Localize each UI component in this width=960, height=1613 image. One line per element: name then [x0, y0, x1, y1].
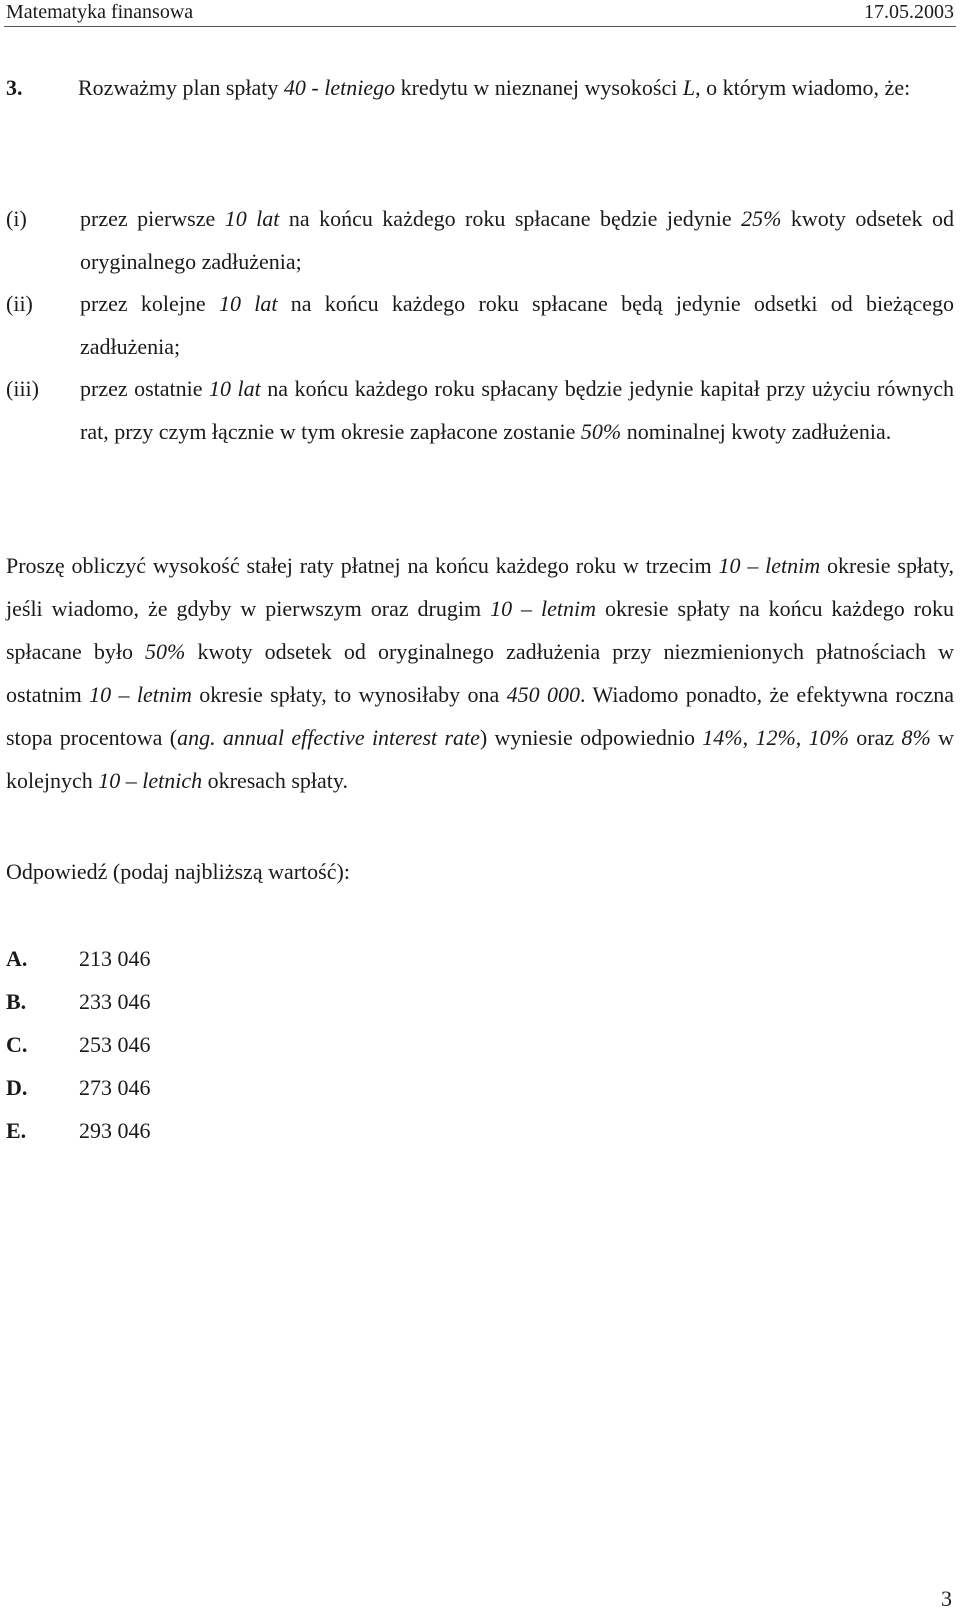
option-a[interactable]	[6, 937, 406, 980]
option-letter: C.	[6, 1032, 28, 1057]
text-run: okresie spłaty na końcu każdego roku spłacane było	[6, 596, 954, 664]
option-d[interactable]	[6, 1066, 406, 1109]
text-run: przez pierwsze	[80, 206, 225, 231]
emphasis: 14%	[702, 725, 743, 750]
intro-text-a: Rozważmy plan spłaty	[78, 75, 284, 100]
answer-options	[6, 937, 406, 1152]
option-letter: D.	[6, 1075, 28, 1100]
emphasis: 10 lat	[224, 206, 280, 231]
text-run: przez ostatnie	[80, 376, 210, 401]
emphasis: 25%	[741, 206, 782, 231]
condition-text	[80, 367, 954, 453]
emphasis: 450 000	[506, 682, 580, 707]
text-run: ,	[795, 725, 809, 750]
emphasis: 12%	[755, 725, 796, 750]
question-intro	[6, 66, 954, 109]
intro-term: 40 - letniego	[283, 75, 396, 100]
text-run: okresie spłaty, to wynosiłaby ona	[191, 682, 507, 707]
text-run: okresie spłaty, jeśli wiadomo, że gdyby w pierwszym oraz drugim	[6, 553, 954, 621]
emphasis: 10 – letnim	[490, 596, 596, 621]
emphasis: 10 – letnim	[89, 682, 192, 707]
option-letter: E.	[6, 1118, 27, 1143]
text-run: na końcu każdego roku spłacane będą jedynie odsetki od bieżącego zadłużenia;	[80, 291, 954, 359]
emphasis: 10 – letnim	[718, 553, 821, 578]
option-value: 293 046	[79, 1118, 151, 1143]
text-run: na końcu każdego roku spłacane będzie jedynie	[279, 206, 742, 231]
intro-variable: L	[682, 75, 696, 100]
answer-prompt: Odpowiedź (podaj najbliższą wartość):	[6, 859, 350, 884]
text-run: przez kolejne	[80, 291, 219, 316]
option-value: 273 046	[79, 1075, 151, 1100]
option-e[interactable]	[6, 1109, 406, 1152]
text-run: okresach spłaty.	[202, 768, 348, 793]
emphasis: 50%	[580, 419, 622, 444]
text-run: nominalnej kwoty zadłużenia.	[621, 419, 892, 444]
condition-label: (ii)	[6, 291, 33, 316]
problem-paragraph	[6, 544, 954, 802]
option-letter: B.	[6, 989, 27, 1014]
option-letter: A.	[6, 946, 28, 971]
page-header	[4, 0, 956, 27]
condition-label: (iii)	[6, 376, 39, 401]
option-value: 253 046	[79, 1032, 151, 1057]
text-run: kwoty odsetek od oryginalnego zadłużenia;	[80, 206, 954, 274]
emphasis: 10 – letnich	[98, 768, 203, 793]
text-run: oraz	[848, 725, 902, 750]
condition-text	[80, 282, 954, 368]
condition-label: (i)	[6, 206, 27, 231]
condition-i	[6, 197, 954, 283]
text-run: w kolejnych	[6, 725, 955, 793]
option-b[interactable]	[6, 980, 406, 1023]
emphasis: 10 lat	[218, 291, 278, 316]
page-number: 3	[941, 1586, 952, 1611]
intro-text-c: , o którym wiadomo, że:	[695, 75, 911, 100]
emphasis: 8%	[901, 725, 931, 750]
emphasis: 10 lat	[209, 376, 261, 401]
header-title: Matematyka finansowa	[6, 1, 194, 23]
option-c[interactable]	[6, 1023, 406, 1066]
emphasis: ang. annual effective interest rate	[177, 725, 480, 750]
header-date: 17.05.2003	[864, 1, 954, 23]
emphasis: 10%	[808, 725, 849, 750]
option-value: 213 046	[79, 946, 151, 971]
question-number: 3.	[6, 75, 23, 100]
condition-ii	[6, 282, 954, 368]
option-value: 233 046	[79, 989, 151, 1014]
text-run: na końcu każdego roku spłacany będzie jedynie kapitał przy użyciu równych rat, przy czym łącznie w tym okresie zapłacone zostanie	[80, 376, 954, 444]
text-run: ,	[742, 725, 756, 750]
text-run: Proszę obliczyć wysokość stałej raty płatnej na końcu każdego roku w trzecim	[6, 553, 719, 578]
text-run: ) wyniesie odpowiednio	[479, 725, 703, 750]
text-run: . Wiadomo ponadto, że efektywna roczna stopa procentowa (	[6, 682, 954, 750]
condition-text	[80, 197, 954, 283]
intro-text-b: kredytu w nieznanej wysokości	[395, 75, 683, 100]
condition-iii	[6, 367, 954, 453]
emphasis: 50%	[145, 639, 186, 664]
text-run: kwoty odsetek od oryginalnego zadłużenia przy niezmienionych płatnościach w ostatnim	[6, 639, 954, 707]
